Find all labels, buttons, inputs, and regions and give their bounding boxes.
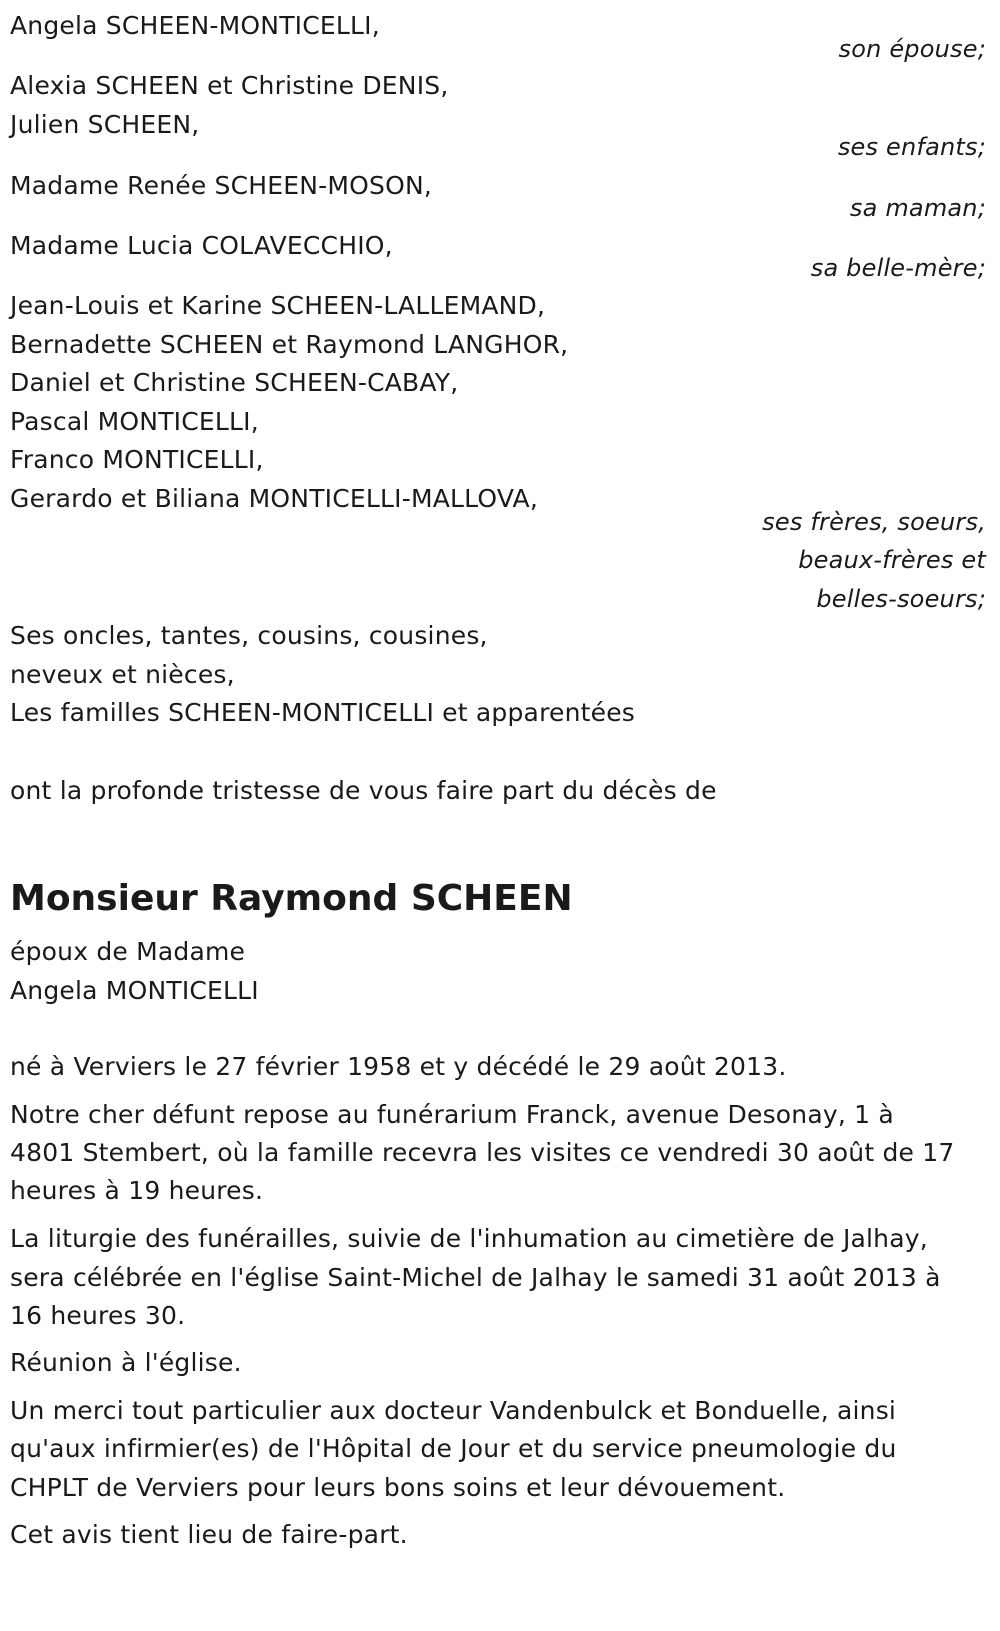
announcement-text: ont la profonde tristesse de vous faire part du décès de	[10, 776, 717, 805]
liturgy-line: La liturgie des funérailles, suivie de l'inhumation au cimetière de Jalhay,	[10, 1224, 928, 1253]
child-line: Alexia SCHEEN et Christine DENIS,	[10, 71, 449, 100]
sibling-line: Gerardo et Biliana MONTICELLI-MALLOVA,	[10, 484, 538, 513]
reunion-text: Réunion à l'église.	[10, 1348, 242, 1377]
relatives-line: Les familles SCHEEN-MONTICELLI et apparentées	[10, 698, 636, 727]
siblings-role-line: beaux-frères et	[798, 546, 986, 574]
siblings-role-line: belles-soeurs;	[816, 585, 986, 613]
liturgy-line: 16 heures 30.	[10, 1301, 186, 1330]
sibling-line: Pascal MONTICELLI,	[10, 407, 259, 436]
spouse-name: Angela SCHEEN-MONTICELLI,	[10, 11, 380, 40]
funerarium-line: heures à 19 heures.	[10, 1176, 264, 1205]
thanks-line: CHPLT de Verviers pour leurs bons soins et leur dévouement.	[10, 1473, 786, 1502]
siblings-role-line: ses frères, soeurs,	[762, 508, 986, 536]
deceased-spouse-line: époux de Madame	[10, 937, 246, 966]
thanks-line: Un merci tout particulier aux docteur Vandenbulck et Bonduelle, ainsi	[10, 1396, 897, 1425]
sibling-line: Franco MONTICELLI,	[10, 445, 264, 474]
deceased-name: Monsieur Raymond SCHEEN	[10, 878, 573, 919]
relatives-line: neveux et nièces,	[10, 660, 235, 689]
birth-death-text: né à Verviers le 27 février 1958 et y décédé le 29 août 2013.	[10, 1052, 787, 1081]
relatives-line: Ses oncles, tantes, cousins, cousines,	[10, 621, 488, 650]
children-role: ses enfants;	[837, 133, 986, 161]
funerarium-line: Notre cher défunt repose au funérarium Franck, avenue Desonay, 1 à	[10, 1100, 894, 1129]
liturgy-line: sera célébrée en l'église Saint-Michel de Jalhay le samedi 31 août 2013 à	[10, 1263, 941, 1292]
funerarium-line: 4801 Stembert, où la famille recevra les visites ce vendredi 30 août de 17	[10, 1138, 955, 1167]
deceased-spouse-line: Angela MONTICELLI	[10, 976, 259, 1005]
closing-text: Cet avis tient lieu de faire-part.	[10, 1520, 408, 1549]
mother-name: Madame Renée SCHEEN-MOSON,	[10, 171, 433, 200]
mother-role: sa maman;	[849, 194, 986, 222]
mother-in-law-name: Madame Lucia COLAVECCHIO,	[10, 231, 393, 260]
thanks-line: qu'aux infirmier(es) de l'Hôpital de Jour et du service pneumologie du	[10, 1434, 897, 1463]
child-line: Julien SCHEEN,	[10, 110, 200, 139]
spouse-role: son épouse;	[838, 35, 986, 63]
mother-in-law-role: sa belle-mère;	[810, 254, 986, 282]
sibling-line: Daniel et Christine SCHEEN-CABAY,	[10, 368, 459, 397]
sibling-line: Jean-Louis et Karine SCHEEN-LALLEMAND,	[10, 291, 546, 320]
sibling-line: Bernadette SCHEEN et Raymond LANGHOR,	[10, 330, 569, 359]
